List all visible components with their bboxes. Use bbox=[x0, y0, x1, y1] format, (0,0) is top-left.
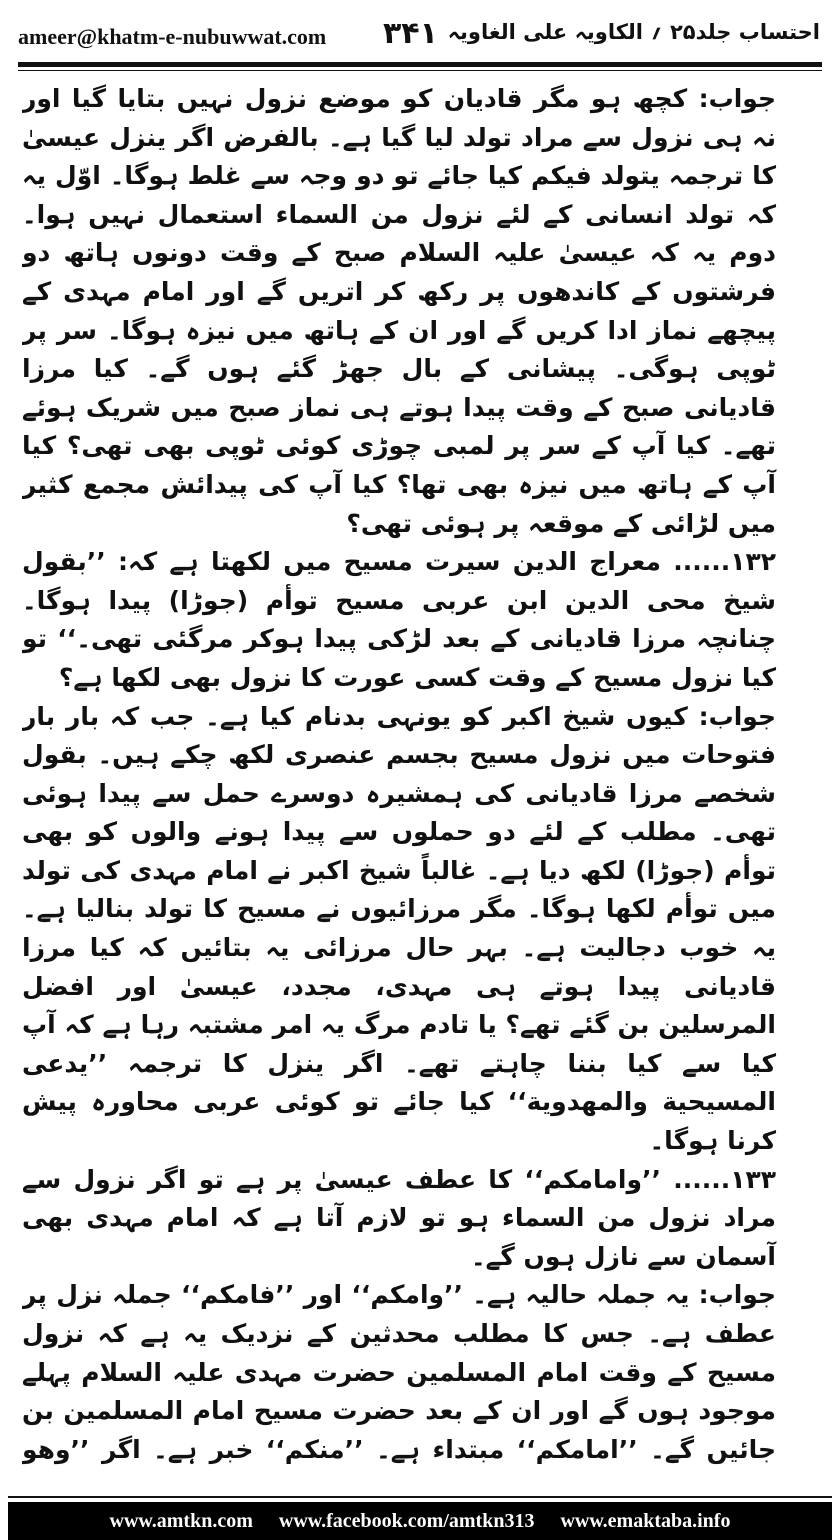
answer-label: جواب: bbox=[698, 1280, 776, 1310]
question-number: ۱۳۲...... bbox=[673, 547, 776, 577]
footer-link-amtkn[interactable]: www.amtkn.com bbox=[109, 1509, 253, 1532]
header-rule-thick bbox=[18, 62, 822, 67]
answer-paragraph-1 bbox=[22, 80, 818, 543]
answer-text: کیوں شیخ اکبر کو یونہی بدنام کیا ہے۔ جب کہ بار بار فتوحات میں نزول مسیح بجسم عنصری لکھ چکے ہیں۔ بقول شخصے مرزا قادیانی کی ہمشیرہ دوسرے حمل سے پیدا ہوئی تھی۔ مطلب کے لئے دو حملوں سے پیدا ہونے والوں کو بھی توأم (جوڑا) لکھ دیا ہے۔ غالباً شیخ اکبر نے امام مہدی کی تولد میں توأم لکھا ہوگا۔ مگر مرزائیوں نے مسیح کا تولد بنالیا ہے۔ یہ خوب دجالیت ہے۔ بہر حال مرزائی یہ بتائیں کہ کیا مرزا قادیانی پیدا ہوتے ہی مہدی، مجدد، عیسیٰ اور افضل المرسلین بن گئے تھے؟ یا تادم مرگ یہ امر مشتبہ رہا ہے کہ آپ کیا سے کیا بننا چاہتے تھے۔ اگر ینزل کا ترجمہ ’’یدعی المسیحیة والمهدویة‘‘ کیا جائے تو کوئی عربی محاورہ پیش کرنا ہوگا۔ bbox=[22, 701, 776, 1156]
running-title: احتساب جلد۲۵ ؍ الکاویہ علی الغاویہ bbox=[447, 20, 820, 44]
page-body bbox=[22, 80, 818, 1470]
answer-paragraph-132 bbox=[22, 698, 818, 1161]
footer-link-emaktaba[interactable]: www.emaktaba.info bbox=[560, 1509, 731, 1532]
question-number: ۱۳۳...... bbox=[673, 1164, 776, 1194]
page-header bbox=[18, 14, 822, 64]
footer-bar bbox=[8, 1502, 832, 1540]
question-132 bbox=[22, 543, 818, 697]
answer-label: جواب: bbox=[698, 84, 776, 113]
answer-text: کچھ ہو مگر قادیان کو موضع نزول نہیں بتایا گیا اور نہ ہی نزول سے مراد تولد لیا گیا ہے۔ بالفرض اگر ینزل عیسیٰ کا ترجمہ یتولد فیکم کیا جائے تو دو وجہ سے غلط ہوگا۔ اوّل یہ کہ تولد انسانی کے لئے نزول من السماء استعمال نہیں ہوا۔ دوم یہ کہ عیسیٰ علیہ السلام صبح کے وقت دونوں ہاتھ دو فرشتوں کے کاندھوں پر رکھ کر اتریں گے اور امام مہدی کے پیچھے نماز ادا کریں گے اور ان کے ہاتھ میں نیزہ ہوگا۔ سر پر ٹوپی ہوگی۔ پیشانی کے بال جھڑ گئے ہوں گے۔ کیا مرزا قادیانی صبح کے وقت پیدا ہوتے ہی نماز صبح میں شریک ہوئے تھے۔ کیا آپ کے سر پر لمبی چوڑی کوئی ٹوپی بھی تھی؟ کیا آپ کے ہاتھ میں نیزہ بھی تھا؟ کیا آپ کی پیدائش مجمع کثیر میں لڑائی کے موقعہ پر ہوئی تھی؟ bbox=[22, 84, 776, 538]
question-text: معراج الدین سیرت مسیح میں لکھتا ہے کہ: ’’بقول شیخ محی الدین ابن عربی مسیح توأم (جوڑا) پیدا ہوگا۔ چنانچہ مرزا قادیانی کے بعد لڑکی پیدا ہوکر مرگئی تھی۔‘‘ تو کیا نزول مسیح کے وقت کسی عورت کا نزول بھی لکھا ہے؟ bbox=[22, 547, 776, 692]
question-text: ’’وامامکم‘‘ کا عطف عیسیٰ پر ہے تو اگر نزول سے مراد نزول من السماء ہو تو لازم آتا ہے کہ امام مہدی بھی آسمان سے نازل ہوں گے۔ bbox=[22, 1164, 776, 1271]
header-email[interactable]: ameer@khatm-e-nubuwwat.com bbox=[18, 24, 327, 49]
answer-paragraph-133 bbox=[22, 1276, 818, 1470]
answer-text: یہ جملہ حالیہ ہے۔ ’’وامکم‘‘ اور ’’فامکم‘‘ جملہ نزل پر عطف ہے۔ جس کا مطلب محدثین کے نزدیک یہ ہے کہ نزول مسیح کے وقت امام المسلمین حضرت مہدی علیہ السلام پہلے موجود ہوں گے اور ان کے بعد حضرت مسیح امام المسلمین بن جائیں گے۔ ’’امامکم‘‘ مبتداء ہے۔ ’’منکم‘‘ خبر ہے۔ اگر ’’وھو bbox=[22, 1280, 776, 1464]
footer-rule bbox=[8, 1496, 832, 1498]
question-133 bbox=[22, 1161, 818, 1277]
header-rule-thin bbox=[18, 70, 822, 71]
answer-label: جواب: bbox=[698, 701, 776, 731]
footer-link-facebook[interactable]: www.facebook.com/amtkn313 bbox=[278, 1509, 535, 1532]
page-number: ۳۴۱ bbox=[383, 16, 438, 51]
